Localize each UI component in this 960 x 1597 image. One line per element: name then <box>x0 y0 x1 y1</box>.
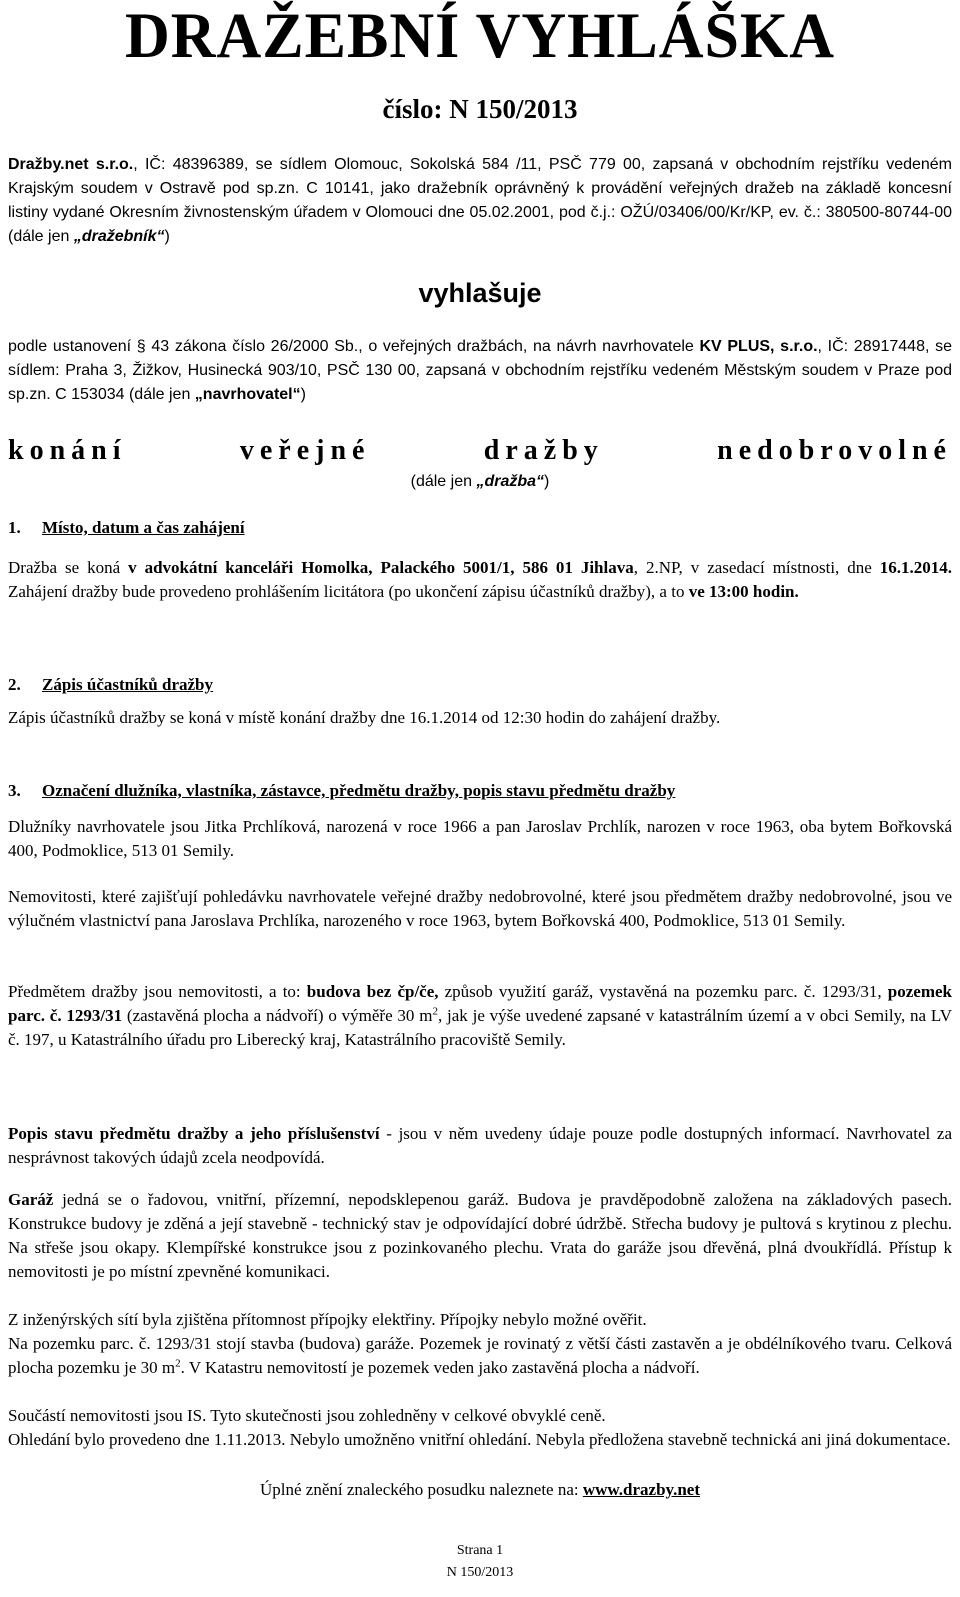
condition-paragraph <box>8 1122 952 1170</box>
auction-title-word-2: veřejné <box>239 435 371 466</box>
subject-text-1: Předmětem dražby jsou nemovitosti, a to: <box>8 982 307 1001</box>
section-3-number: 3. <box>8 781 21 800</box>
proposer-text-1: podle ustanovení § 43 zákona číslo 26/2000 Sb., o veřejných dražbách, na návrh navrhovatele <box>8 338 700 355</box>
section-1-number: 1. <box>8 518 21 537</box>
section-2-heading <box>8 673 213 697</box>
section-1-place: v advokátní kanceláři Homolka, Palackého 5001/1, 586 01 Jihlava <box>128 558 634 577</box>
section-2-number: 2. <box>8 675 21 694</box>
section-1-date: 16.1.2014. <box>879 558 952 577</box>
auction-note-suffix: ) <box>544 473 550 490</box>
subject-paragraph <box>8 980 952 1052</box>
report-paragraph <box>0 1478 960 1502</box>
land-paragraph <box>8 1332 952 1380</box>
proposer-paragraph <box>8 335 952 407</box>
inspection-paragraph: Ohledání bylo provedeno dne 1.11.2013. Nebylo umožněno vnitřní ohledání. Nebyla předložena stavebně technická ani jiná dokumentace. <box>8 1430 951 1449</box>
footer-page: Strana 1 <box>456 1543 504 1558</box>
garage-text: jedná se o řadovou, vnitřní, přízemní, nepodsklepenou garáž. Budova je pravděpodobně založena na základových pasech. Konstrukce budovy je zděná a její stavebně - technický stav je odpovídající dobré údržbě. Střecha budovy je pultová s krytinou z plechu. Na střeše jsou okapy. Klempířské konstrukce jsou z pozinkovaného plechu. Vrata do garáže jsou dřevěná, plná dvoukřídlá. Přístup k nemovitosti je po místní zpevněné komunikaci. <box>8 1190 952 1281</box>
auctioneer-name: Dražby.net s.r.o. <box>8 156 134 173</box>
is-paragraph: Součástí nemovitosti jsou IS. Tyto skutečnosti jsou zohledněny v celkové obvyklé ceně. <box>8 1406 606 1425</box>
auctioneer-paragraph <box>8 153 952 249</box>
section-3-heading <box>8 779 675 803</box>
subject-building: budova bez čp/če, <box>306 982 439 1001</box>
subject-land: pozemek parc. č. 1293/31 <box>8 982 953 1025</box>
section-1-time: ve 13:00 hodin. <box>688 582 799 601</box>
document-title: DRAŽEBNÍ VYHLÁŠKA <box>124 0 836 72</box>
subject-text-2: způsob využití garáž, vystavěná na pozemku parc. č. 1293/31, <box>438 982 888 1001</box>
announce-heading: vyhlašuje <box>418 278 542 308</box>
land-sup: 2 <box>175 1357 181 1370</box>
auction-title-word-3: dražby <box>483 435 604 466</box>
section-1-text-3: Zahájení dražby bude provedeno prohlášením licitátora (po ukončení zápisu účastníků dražby), a to <box>8 582 689 601</box>
condition-text: - jsou v něm uvedeny údaje pouze podle dostupných informací. Navrhovatel za nesprávnost takových údajů zcela neodpovídá. <box>8 1124 952 1167</box>
utilities-paragraph: Z inženýrských sítí byla zjištěna přítomnost přípojky elektřiny. Přípojky nebylo možné ověřit. <box>8 1310 647 1329</box>
auction-title-word-1: konání <box>8 435 127 466</box>
auction-note-prefix: (dále jen <box>410 473 477 490</box>
subject-text-3: (zastavěná plocha a nádvoří) o výměře 30 m <box>122 1006 433 1025</box>
section-3-title: Označení dlužníka, vlastníka, zástavce, předmětu dražby, popis stavu předmětu dražby <box>42 781 676 800</box>
land-text-1: Na pozemku parc. č. 1293/31 stojí stavba (budova) garáže. Pozemek je rovinatý z větší části zastavěn a je obdélníkového tvaru. Celková plocha pozemku je 30 m <box>8 1334 952 1377</box>
section-1-heading <box>8 516 245 540</box>
garage-label: Garáž <box>8 1190 54 1209</box>
auction-title <box>8 434 952 468</box>
auctioneer-close: ) <box>164 228 170 245</box>
section-1-paragraph <box>8 556 952 604</box>
footer-ref: N 150/2013 <box>446 1565 514 1580</box>
section-2-paragraph: Zápis účastníků dražby se koná v místě konání dražby dne 16.1.2014 od 12:30 hodin do zahájení dražby. <box>8 708 721 727</box>
proposer-text-2: , IČ: 28917448, se sídlem: Praha 3, Žižkov, Husinecká 903/10, PSČ 130 00, zapsaná v obchodním rejstříku vedeném Městským soudem v Praze pod sp.zn. C 153034 (dále jen <box>8 338 953 403</box>
ownership-paragraph: Nemovitosti, které zajišťují pohledávku navrhovatele veřejné dražby nedobrovolné, které jsou předmětem dražby nedobrovolné, jsou ve výlučném vlastnictví pana Jaroslava Prchlíka, narozeného v roce 1963, bytem Bořkovská 400, Podmoklice, 513 01 Semily. <box>8 887 952 930</box>
auction-note <box>0 470 960 494</box>
subject-sup: 2 <box>432 1005 438 1018</box>
section-1-title: Místo, datum a čas zahájení <box>42 518 245 537</box>
auctioneer-text: , IČ: 48396389, se sídlem Olomouc, Sokolská 584 /11, PSČ 779 00, zapsaná v obchodním rejstříku vedeném Krajským soudem v Ostravě pod sp.zn. C 10141, jako dražebník oprávněný k provádění veřejných dražeb na základě koncesní listiny vydané Okresním živnostenským úřadem v Olomouci dne 05.02.2001, pod č.j.: OŽÚ/03406/00/Kr/KP, ev. č.: 380500-80744-00 (dále jen <box>8 156 953 245</box>
condition-heading: Popis stavu předmětu dražby a jeho příslušenství <box>8 1124 380 1143</box>
debtors-paragraph: Dlužníky navrhovatele jsou Jitka Prchlíková, narozená v roce 1966 a pan Jaroslav Prchlík, narozen v roce 1963, oba bytem Bořkovská 400, Podmoklice, 513 01 Semily. <box>8 817 952 860</box>
report-link[interactable]: www.drazby.net <box>582 1480 700 1499</box>
section-2-title: Zápis účastníků dražby <box>42 675 213 694</box>
land-text-2: . V Katastru nemovitostí je pozemek veden jako zastavěná plocha a nádvoří. <box>180 1358 700 1377</box>
garage-paragraph <box>8 1188 952 1284</box>
auction-note-alias: „dražba“ <box>476 473 545 490</box>
auction-title-word-4: nedobrovolné <box>717 435 952 466</box>
proposer-alias: „navrhovatel“ <box>194 386 301 403</box>
proposer-name: KV PLUS, s.r.o. <box>699 338 818 355</box>
report-text: Úplné znění znaleckého posudku naleznete na: <box>260 1480 583 1499</box>
document-number: číslo: N 150/2013 <box>382 94 578 124</box>
subject-text-4: , jak je výše uvedené zapsané v katastrálním území a v obci Semily, na LV č. 197, u Katastrálního úřadu pro Liberecký kraj, Katastrálního pracoviště Semily. <box>8 1006 952 1049</box>
proposer-close: ) <box>300 386 306 403</box>
section-1-text-1: Dražba se koná <box>8 558 129 577</box>
section-1-text-2: , 2.NP, v zasedací místnosti, dne <box>633 558 880 577</box>
auctioneer-alias: „dražebník“ <box>73 228 165 245</box>
